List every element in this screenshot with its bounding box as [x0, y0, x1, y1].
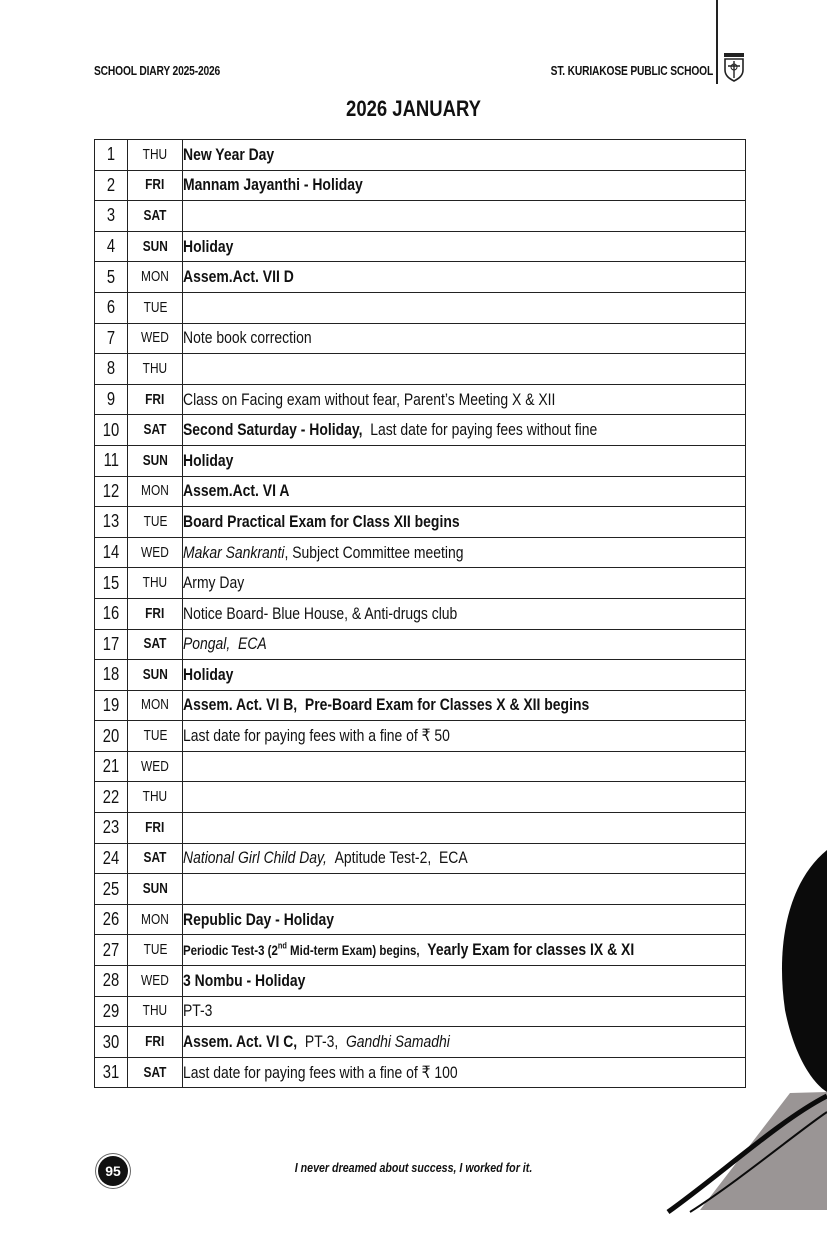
event-cell: [183, 966, 746, 997]
event-cell: [183, 660, 746, 691]
date-number: [95, 782, 128, 813]
date-number-text: 6: [106, 297, 116, 318]
weekday: [128, 813, 183, 844]
event-text: [183, 420, 597, 440]
date-number-text: 31: [102, 1062, 120, 1083]
event-part: Mannam Jayanthi - Holiday: [183, 175, 363, 195]
event-cell: [183, 1057, 746, 1088]
event-cell: [183, 292, 746, 323]
table-row: [95, 966, 746, 997]
date-number: [95, 1027, 128, 1058]
event-text: [183, 328, 312, 348]
date-number-text: 22: [102, 786, 120, 807]
event-text: [183, 175, 363, 195]
event-part: PT-3,: [304, 1032, 339, 1052]
event-part: Holiday: [183, 664, 234, 684]
date-number-text: 5: [106, 266, 116, 287]
event-text: [183, 1032, 450, 1052]
date-number: [95, 323, 128, 354]
event-text: [183, 543, 463, 563]
table-row: [95, 1027, 746, 1058]
weekday: [128, 354, 183, 385]
weekday: [128, 537, 183, 568]
weekday: [128, 843, 183, 874]
table-row: [95, 354, 746, 385]
event-text: [183, 237, 233, 257]
weekday: [128, 507, 183, 538]
table-row: [95, 292, 746, 323]
weekday-text: SAT: [143, 422, 167, 439]
weekday-text: FRI: [145, 605, 165, 622]
weekday: [128, 201, 183, 232]
date-number: [95, 721, 128, 752]
weekday: [128, 140, 183, 171]
date-number-text: 29: [102, 1000, 120, 1021]
date-number: [95, 262, 128, 293]
event-cell: [183, 201, 746, 232]
table-row: [95, 262, 746, 293]
weekday-text: FRI: [145, 177, 165, 194]
event-part: New Year Day: [183, 144, 275, 164]
table-row: [95, 935, 746, 966]
weekday-text: FRI: [145, 819, 165, 836]
date-number-text: 19: [102, 694, 120, 715]
event-cell: [183, 874, 746, 905]
event-cell: [183, 354, 746, 385]
event-part: Last date for paying fees with a fine of ₹ 50: [183, 726, 450, 746]
event-part: Pongal,: [183, 634, 231, 654]
event-cell: [183, 445, 746, 476]
event-text: [183, 512, 460, 532]
event-cell: [183, 231, 746, 262]
date-number: [95, 966, 128, 997]
table-row: [95, 140, 746, 171]
weekday-text: MON: [141, 911, 169, 928]
weekday-text: SUN: [142, 238, 168, 255]
event-text: [183, 1001, 212, 1021]
date-number: [95, 690, 128, 721]
table-row: [95, 751, 746, 782]
event-part: 3 Nombu - Holiday: [183, 970, 306, 990]
weekday-text: THU: [142, 360, 168, 377]
weekday: [128, 476, 183, 507]
event-cell: [183, 721, 746, 752]
table-row: [95, 782, 746, 813]
weekday: [128, 323, 183, 354]
weekday-text: FRI: [145, 1034, 165, 1051]
weekday: [128, 598, 183, 629]
event-text: [183, 451, 233, 471]
table-row: [95, 231, 746, 262]
event-text: [183, 267, 294, 287]
weekday-text: WED: [141, 544, 169, 561]
table-row: [95, 996, 746, 1027]
event-part: Notice Board- Blue House, & Anti-drugs club: [183, 603, 458, 623]
date-number-text: 12: [102, 480, 120, 501]
date-number-text: 18: [102, 664, 120, 685]
event-part: ECA: [438, 848, 468, 868]
table-row: [95, 445, 746, 476]
date-number-text: 2: [106, 174, 116, 195]
date-number: [95, 751, 128, 782]
date-number: [95, 568, 128, 599]
event-cell: [183, 1027, 746, 1058]
event-text: [183, 848, 468, 868]
date-number: [95, 660, 128, 691]
event-part: Board Practical Exam for Class XII begins: [183, 511, 460, 531]
event-cell: [183, 935, 746, 966]
weekday: [128, 1057, 183, 1088]
weekday: [128, 445, 183, 476]
header-divider: [716, 0, 718, 84]
date-number: [95, 843, 128, 874]
event-cell: [183, 629, 746, 660]
event-part: nd: [277, 940, 287, 951]
event-text: [183, 940, 634, 960]
event-cell: [183, 170, 746, 201]
event-cell: [183, 813, 746, 844]
weekday: [128, 690, 183, 721]
event-text: [183, 604, 457, 624]
date-number-text: 4: [106, 236, 116, 257]
date-number: [95, 1057, 128, 1088]
event-cell: [183, 323, 746, 354]
event-part: , Subject Committee meeting: [284, 542, 464, 562]
weekday-text: MON: [141, 697, 169, 714]
weekday: [128, 292, 183, 323]
table-row: [95, 568, 746, 599]
event-part: Holiday: [183, 450, 234, 470]
table-row: [95, 813, 746, 844]
event-part: Class on Facing exam without fear, Parent’s Meeting X & XII: [183, 389, 556, 409]
event-part: Assem. Act. VI C,: [183, 1032, 298, 1052]
date-number-text: 11: [103, 450, 119, 471]
date-number-text: 27: [102, 939, 120, 960]
school-name: ST. KURIAKOSE PUBLIC SCHOOL: [550, 64, 713, 78]
date-number: [95, 292, 128, 323]
date-number-text: 28: [102, 970, 120, 991]
weekday: [128, 660, 183, 691]
event-cell: [183, 568, 746, 599]
event-text: [183, 634, 267, 654]
event-cell: [183, 537, 746, 568]
table-row: [95, 843, 746, 874]
event-text: [183, 390, 555, 410]
event-text: [183, 1063, 458, 1083]
event-cell: [183, 476, 746, 507]
weekday: [128, 874, 183, 905]
weekday-text: TUE: [143, 299, 167, 316]
weekday: [128, 782, 183, 813]
weekday: [128, 904, 183, 935]
date-number: [95, 476, 128, 507]
event-part: Army Day: [183, 573, 245, 593]
date-number: [95, 507, 128, 538]
date-number-text: 24: [102, 847, 120, 868]
weekday-text: MON: [141, 483, 169, 500]
event-cell: [183, 843, 746, 874]
date-number: [95, 201, 128, 232]
weekday-text: MON: [141, 269, 169, 286]
event-part: Makar Sankranti: [183, 542, 285, 562]
weekday-text: SAT: [143, 1064, 167, 1081]
calendar-table: [94, 139, 746, 1088]
weekday: [128, 170, 183, 201]
weekday-text: WED: [141, 972, 169, 989]
date-number-text: 25: [102, 878, 120, 899]
weekday-text: WED: [141, 330, 169, 347]
event-cell: [183, 690, 746, 721]
date-number-text: 8: [106, 358, 116, 379]
event-text: [183, 910, 334, 930]
date-number: [95, 170, 128, 201]
weekday-text: SAT: [143, 207, 167, 224]
table-row: [95, 690, 746, 721]
event-part: Pre-Board Exam for Classes X & XII begins: [304, 695, 590, 715]
weekday: [128, 1027, 183, 1058]
date-number-text: 20: [102, 725, 120, 746]
event-cell: [183, 598, 746, 629]
weekday: [128, 629, 183, 660]
weekday-text: WED: [141, 758, 169, 775]
weekday: [128, 935, 183, 966]
date-number: [95, 874, 128, 905]
event-cell: [183, 140, 746, 171]
weekday: [128, 721, 183, 752]
weekday-text: SUN: [142, 666, 168, 683]
table-row: [95, 507, 746, 538]
weekday: [128, 262, 183, 293]
weekday: [128, 751, 183, 782]
weekday: [128, 231, 183, 262]
event-text: [183, 665, 233, 685]
date-number-text: 30: [102, 1031, 120, 1052]
date-number: [95, 384, 128, 415]
date-number: [95, 996, 128, 1027]
weekday: [128, 415, 183, 446]
table-row: [95, 660, 746, 691]
event-part: Yearly Exam for classes IX & XI: [427, 940, 635, 960]
table-row: [95, 323, 746, 354]
date-number-text: 3: [106, 205, 116, 226]
event-part: Aptitude Test-2,: [334, 848, 432, 868]
event-text: [183, 971, 305, 991]
event-part: Republic Day - Holiday: [183, 909, 335, 929]
footer-quote: I never dreamed about success, I worked for it.: [294, 1160, 533, 1175]
date-number-text: 16: [102, 603, 120, 624]
date-number: [95, 537, 128, 568]
date-number-text: 17: [102, 633, 120, 654]
diary-header-title: SCHOOL DIARY 2025-2026: [94, 64, 221, 78]
event-part: Gandhi Samadhi: [345, 1032, 450, 1052]
event-text: [183, 695, 589, 715]
date-number: [95, 813, 128, 844]
event-cell: [183, 262, 746, 293]
table-row: [95, 1057, 746, 1088]
date-number-text: 1: [106, 144, 116, 165]
event-cell: [183, 996, 746, 1027]
event-part: Mid-term Exam) begins,: [286, 942, 420, 959]
event-part: Periodic Test-3 (2: [183, 942, 278, 959]
event-text: [183, 481, 289, 501]
table-row: [95, 476, 746, 507]
table-row: [95, 201, 746, 232]
event-part: Assem.Act. VII D: [183, 267, 294, 287]
date-number: [95, 904, 128, 935]
date-number-text: 23: [102, 817, 120, 838]
date-number-text: 26: [102, 909, 120, 930]
date-number: [95, 445, 128, 476]
weekday-text: SAT: [143, 850, 167, 867]
date-number: [95, 598, 128, 629]
weekday-text: SAT: [143, 636, 167, 653]
date-number: [95, 629, 128, 660]
event-part: Assem. Act. VI B,: [183, 695, 298, 715]
table-row: [95, 170, 746, 201]
event-part: Assem.Act. VI A: [183, 481, 290, 501]
date-number-text: 9: [106, 389, 116, 410]
event-part: Last date for paying fees with a fine of ₹ 100: [183, 1062, 458, 1082]
table-row: [95, 415, 746, 446]
event-cell: [183, 384, 746, 415]
table-row: [95, 598, 746, 629]
table-row: [95, 904, 746, 935]
event-cell: [183, 782, 746, 813]
date-number-text: 13: [102, 511, 120, 532]
date-number-text: 7: [106, 327, 116, 348]
weekday: [128, 568, 183, 599]
event-cell: [183, 507, 746, 538]
page-title: 2026 JANUARY: [346, 96, 481, 121]
date-number: [95, 935, 128, 966]
date-number: [95, 140, 128, 171]
date-number-text: 21: [102, 756, 120, 777]
weekday-text: TUE: [143, 513, 167, 530]
event-cell: [183, 904, 746, 935]
weekday-text: THU: [142, 575, 168, 592]
event-part: PT-3: [183, 1001, 213, 1021]
school-crest-icon: [722, 52, 746, 82]
event-part: Last date for paying fees without fine: [370, 420, 598, 440]
event-cell: [183, 751, 746, 782]
event-part: Holiday: [183, 236, 234, 256]
table-row: [95, 874, 746, 905]
date-number-text: 14: [102, 542, 120, 563]
weekday-text: SUN: [142, 881, 168, 898]
event-text: [183, 145, 274, 165]
weekday-text: THU: [142, 1003, 168, 1020]
date-number: [95, 354, 128, 385]
date-number-text: 10: [102, 419, 120, 440]
weekday-text: TUE: [143, 728, 167, 745]
weekday-text: SUN: [142, 452, 168, 469]
event-cell: [183, 415, 746, 446]
event-part: Second Saturday - Holiday,: [183, 420, 363, 440]
weekday-text: THU: [142, 789, 168, 806]
date-number: [95, 415, 128, 446]
event-text: [183, 573, 244, 593]
weekday-text: TUE: [143, 942, 167, 959]
event-text: [183, 726, 450, 746]
event-part: National Girl Child Day,: [183, 848, 327, 868]
weekday: [128, 996, 183, 1027]
page-number-badge: 95: [98, 1156, 128, 1186]
table-row: [95, 537, 746, 568]
table-row: [95, 721, 746, 752]
event-part: ECA: [238, 634, 267, 654]
event-part: Note book correction: [183, 328, 312, 348]
table-row: [95, 629, 746, 660]
weekday-text: THU: [142, 146, 168, 163]
date-number: [95, 231, 128, 262]
weekday: [128, 384, 183, 415]
date-number-text: 15: [102, 572, 120, 593]
weekday: [128, 966, 183, 997]
table-row: [95, 384, 746, 415]
weekday-text: FRI: [145, 391, 165, 408]
